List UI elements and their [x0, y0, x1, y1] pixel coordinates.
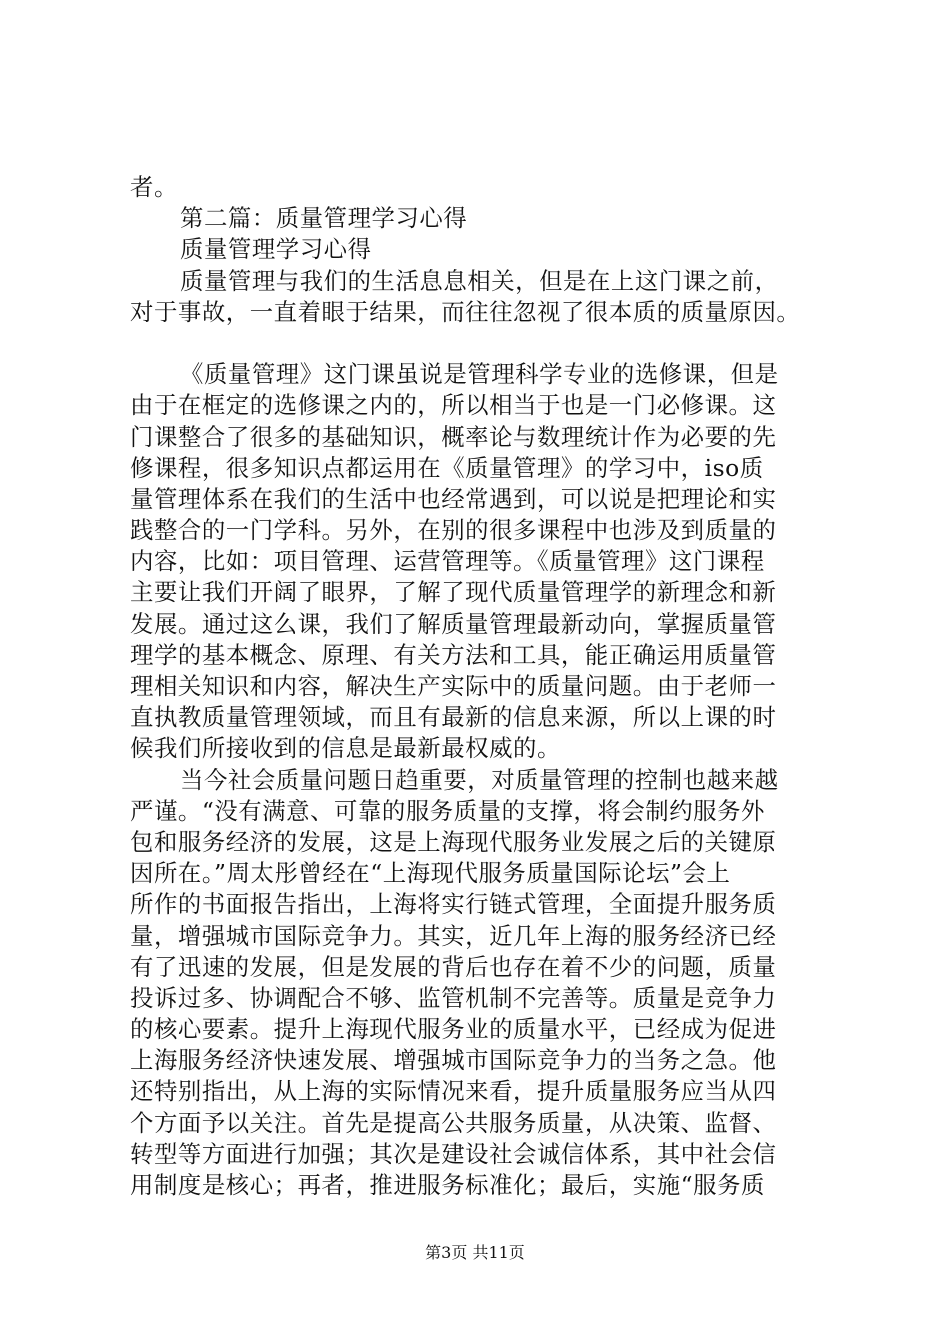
text-line: 《质量管理》这门课虽说是管理科学专业的选修课，但是 [180, 360, 779, 389]
text-line: 修课程，很多知识点都运用在《质量管理》的学习中，iso质 [130, 453, 764, 482]
text-line: 发展。通过这么课，我们了解质量管理最新动向，掌握质量管 [130, 609, 777, 638]
section-heading: 第二篇：质量管理学习心得 [180, 204, 468, 233]
text-line: 还特别指出，从上海的实际情况来看，提升质量服务应当从四 [130, 1077, 777, 1106]
text-line: 量，增强城市国际竞争力。其实，近几年上海的服务经济已经 [130, 921, 777, 950]
text-line: 践整合的一门学科。另外，在别的很多课程中也涉及到质量的 [130, 516, 777, 545]
paragraph-gap [130, 328, 830, 359]
text-line: 严谨。“没有满意、可靠的服务质量的支撑，将会制约服务外 [130, 796, 765, 825]
article-title: 质量管理学习心得 [180, 235, 372, 264]
text-line: 量管理体系在我们的生活中也经常遇到，可以说是把理论和实 [130, 484, 777, 513]
text-line: 门课整合了很多的基础知识，概率论与数理统计作为必要的先 [130, 422, 777, 451]
text-line: 由于在框定的选修课之内的，所以相当于也是一门必修课。这 [130, 391, 777, 420]
text-line: 对于事故，一直着眼于结果，而往往忽视了很本质的质量原因。 [130, 297, 801, 326]
text-line: 因所在。”周太彤曾经在“上海现代服务质量国际论坛”会上 [130, 859, 731, 888]
text-line: 主要让我们开阔了眼界，了解了现代质量管理学的新理念和新 [130, 578, 777, 607]
text-line: 质量管理与我们的生活息息相关，但是在上这门课之前， [180, 266, 779, 295]
text-line: 转型等方面进行加强；其次是建设社会诚信体系，其中社会信 [130, 1139, 777, 1168]
text-line: 包和服务经济的发展，这是上海现代服务业发展之后的关键原 [130, 827, 777, 856]
page-footer: 第3页 共11页 [425, 1243, 525, 1262]
text-line: 有了迅速的发展，但是发展的背后也存在着不少的问题，质量 [130, 952, 777, 981]
document-body [130, 172, 830, 1201]
text-line: 的核心要素。提升上海现代服务业的质量水平，已经成为促进 [130, 1015, 777, 1044]
text-line: 用制度是核心；再者，推进服务标准化；最后，实施“服务质 [130, 1171, 765, 1199]
text-line: 个方面予以关注。首先是提高公共服务质量，从决策、监督、 [130, 1108, 777, 1137]
text-line: 当今社会质量问题日趋重要，对质量管理的控制也越来越 [180, 765, 779, 794]
text-line: 候我们所接收到的信息是最新最权威的。 [130, 734, 561, 763]
text-line: 所作的书面报告指出，上海将实行链式管理，全面提升服务质 [130, 890, 777, 919]
text-line: 内容，比如：项目管理、运营管理等。《质量管理》这门课程 [130, 547, 765, 576]
text-line: 上海服务经济快速发展、增强城市国际竞争力的当务之急。他 [130, 1046, 777, 1075]
text-line: 理相关知识和内容，解决生产实际中的质量问题。由于老师一 [130, 672, 777, 700]
text-line: 直执教质量管理领域，而且有最新的信息来源，所以上课的时 [130, 703, 777, 732]
text-line: 者。 [130, 173, 178, 201]
text-line: 理学的基本概念、原理、有关方法和工具，能正确运用质量管 [130, 640, 777, 669]
text-line: 投诉过多、协调配合不够、监管机制不完善等。质量是竞争力 [130, 983, 777, 1012]
